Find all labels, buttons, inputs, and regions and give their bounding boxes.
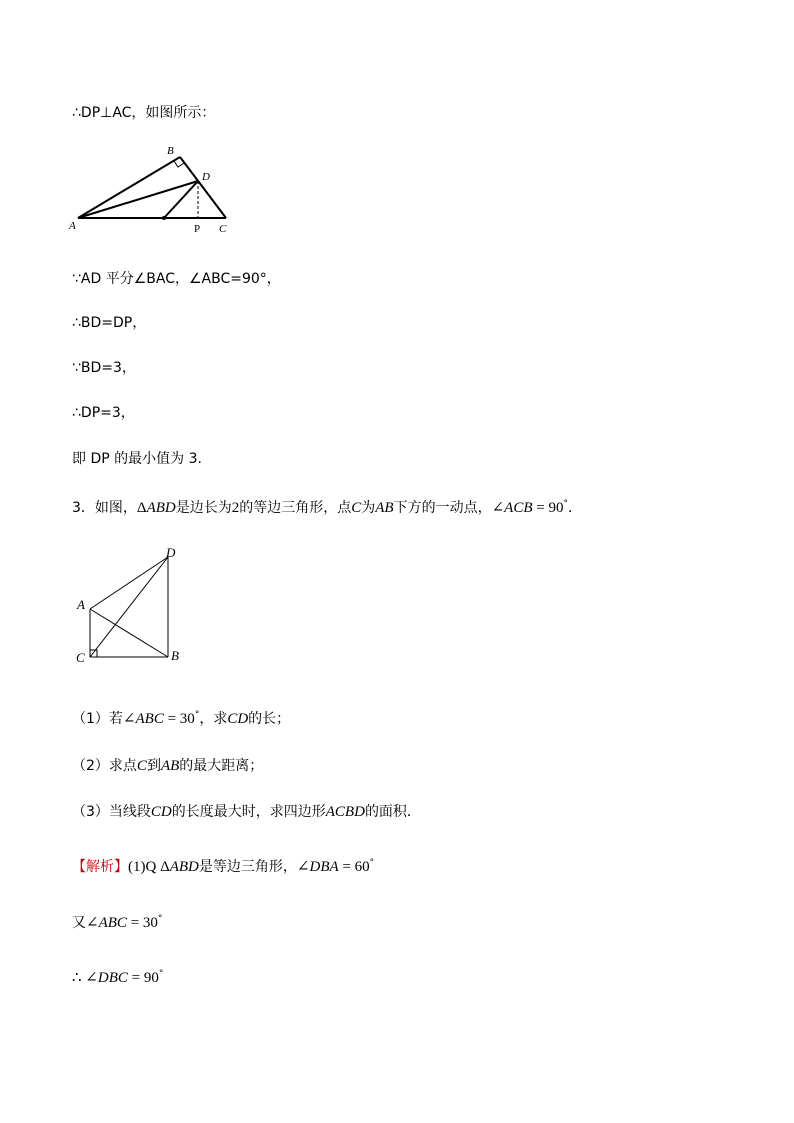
- fig2-label-b: B: [171, 648, 179, 663]
- fig2-label-c: C: [76, 650, 85, 665]
- text-line-6: 即 DP 的最小值为 3．: [72, 451, 212, 467]
- figure-1-triangle: [66, 140, 246, 240]
- fig2-label-a: A: [77, 597, 85, 612]
- fig2-segment-cd: [90, 557, 168, 657]
- fig2-side-ad: [90, 557, 168, 609]
- figure-2-quadrilateral: [70, 543, 190, 668]
- text-line-4: ∵BD=3，: [72, 360, 136, 376]
- fig1-label-a: A: [69, 220, 76, 232]
- analysis-tag: 【解析】: [72, 859, 128, 875]
- fig1-point: [162, 216, 166, 220]
- question-2: （2）求点C到AB的最大距离；: [72, 758, 264, 774]
- fig2-label-d: D: [166, 545, 176, 560]
- text-line-5: ∴DP=3，: [72, 405, 135, 421]
- solution-line-1: 【解析】(1)Q ΔABD是等边三角形，∠DBA = 60°: [72, 858, 375, 875]
- fig1-label-d: D: [202, 171, 210, 183]
- problem-3-statement: 3．如图，ΔABD是边长为2的等边三角形，点C为AB下方的一动点，∠ACB = 90°．: [72, 499, 582, 516]
- fig1-label-c: C: [219, 223, 227, 235]
- text-line-3: ∴BD=DP，: [72, 315, 147, 331]
- fig1-side-bc: [180, 157, 226, 218]
- fig2-side-ab: [90, 609, 168, 657]
- question-1: （1）若∠ABC = 30°，求CD的长；: [72, 710, 291, 727]
- fig1-label-b: B: [167, 145, 174, 157]
- question-3: （3）当线段CD的长度最大时，求四边形ACBD的面积．: [72, 804, 421, 820]
- fig1-side-ab: [78, 157, 180, 218]
- solution-line-2: 又∠ABC = 30°: [72, 914, 163, 931]
- fig1-label-p: P: [194, 223, 201, 235]
- text-line-2: ∵AD 平分∠BAC，∠ABC=90°，: [72, 271, 281, 287]
- solution-line-3: ∴ ∠DBC = 90°: [72, 969, 164, 986]
- text-line-1: ∴DP⊥AC，如图所示：: [72, 105, 216, 121]
